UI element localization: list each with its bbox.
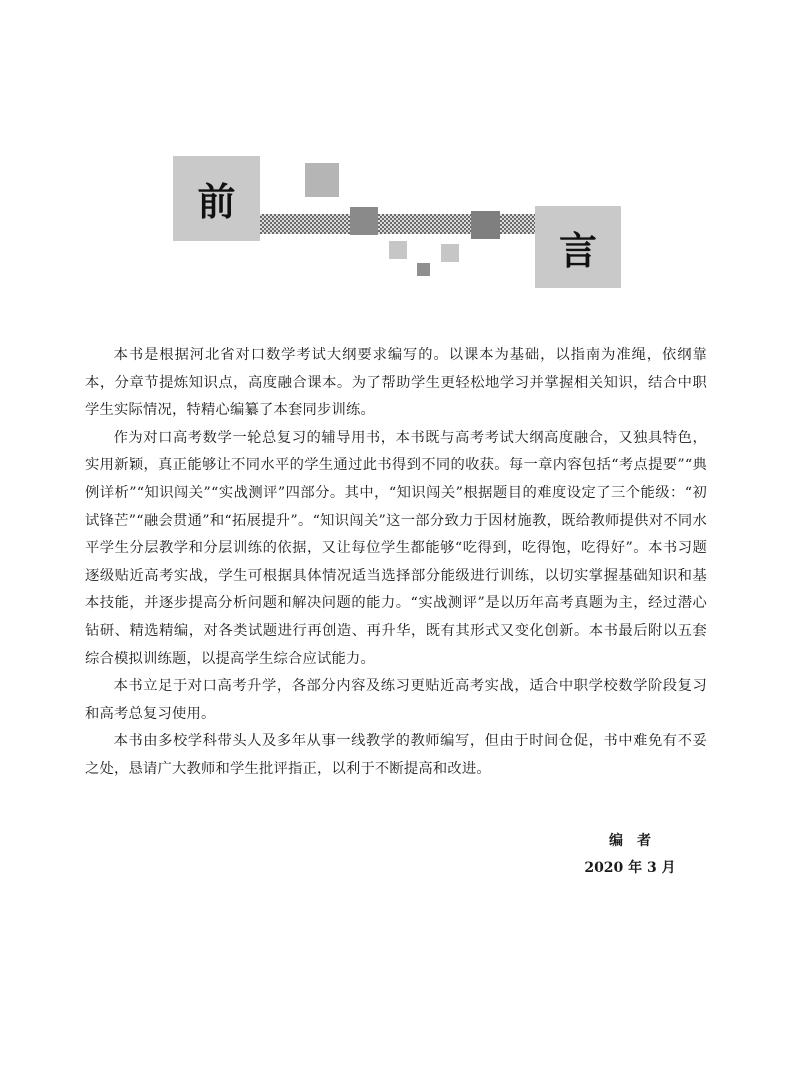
paragraph: 本书由多校学科带头人及多年从事一线教学的教师编写，但由于时间仓促，书中难免有不妥之处，恳请广大教师和学生批评指正，以利于不断提高和改进。 — [85, 733, 707, 777]
deco-square — [350, 207, 378, 235]
preface-body — [85, 342, 707, 784]
paragraph: 本书立足于对口高考升学，各部分内容及练习更贴近高考实战，适合中职学校数学阶段复习和高考总复习使用。 — [85, 678, 707, 722]
deco-square — [441, 244, 459, 262]
paragraph: 本书是根据河北省对口数学考试大纲要求编写的。以课本为基础，以指南为准绳，依纲靠本，分章节提炼知识点，高度融合课本。为了帮助学生更轻松地学习并掌握相关知识，结合中职学生实际情况，特精心编纂了本套同步训练。 — [85, 347, 707, 419]
signature-author: 编者 — [609, 833, 665, 849]
deco-square — [389, 241, 407, 259]
deco-square — [305, 163, 339, 197]
paragraph: 作为对口高考数学一轮总复习的辅导用书，本书既与高考考试大纲高度融合，又独具特色，实用新颖，真正能够让不同水平的学生通过此书得到不同的收获。每一章内容包括“考点提要”“典例详析”“知识闯关”“实战测评”四部分。其中，“知识闯关”根据题目的难度设定了三个能级：“初试锋芒”“融会贯通”和“拓展提升”。“知识闯关”这一部分致力于因材施教，既给教师提供对不同水平学生分层教学和分层训练的依据，又让每位学生都能够“吃得到，吃得饱，吃得好”。本书习题逐级贴近高考实战，学生可根据具体情况适当选择部分能级进行训练，以切实掌握基础知识和基本技能，并逐步提高分析问题和解决问题的能力。“实战测评”是以历年高考真题为主，经过潜心钻研、精选精编，对各类试题进行再创造、再升华，既有其形式又变化创新。本书最后附以五套综合模拟训练题，以提高学生综合应试能力。 — [85, 429, 707, 667]
signature-block — [560, 828, 700, 882]
heading-char-left: 前 — [173, 156, 260, 241]
signature-date: 2020 年 3 月 — [584, 860, 676, 876]
deco-square — [417, 263, 430, 276]
deco-square — [471, 211, 500, 239]
preface-banner — [0, 0, 793, 300]
heading-char-right: 言 — [535, 206, 621, 288]
